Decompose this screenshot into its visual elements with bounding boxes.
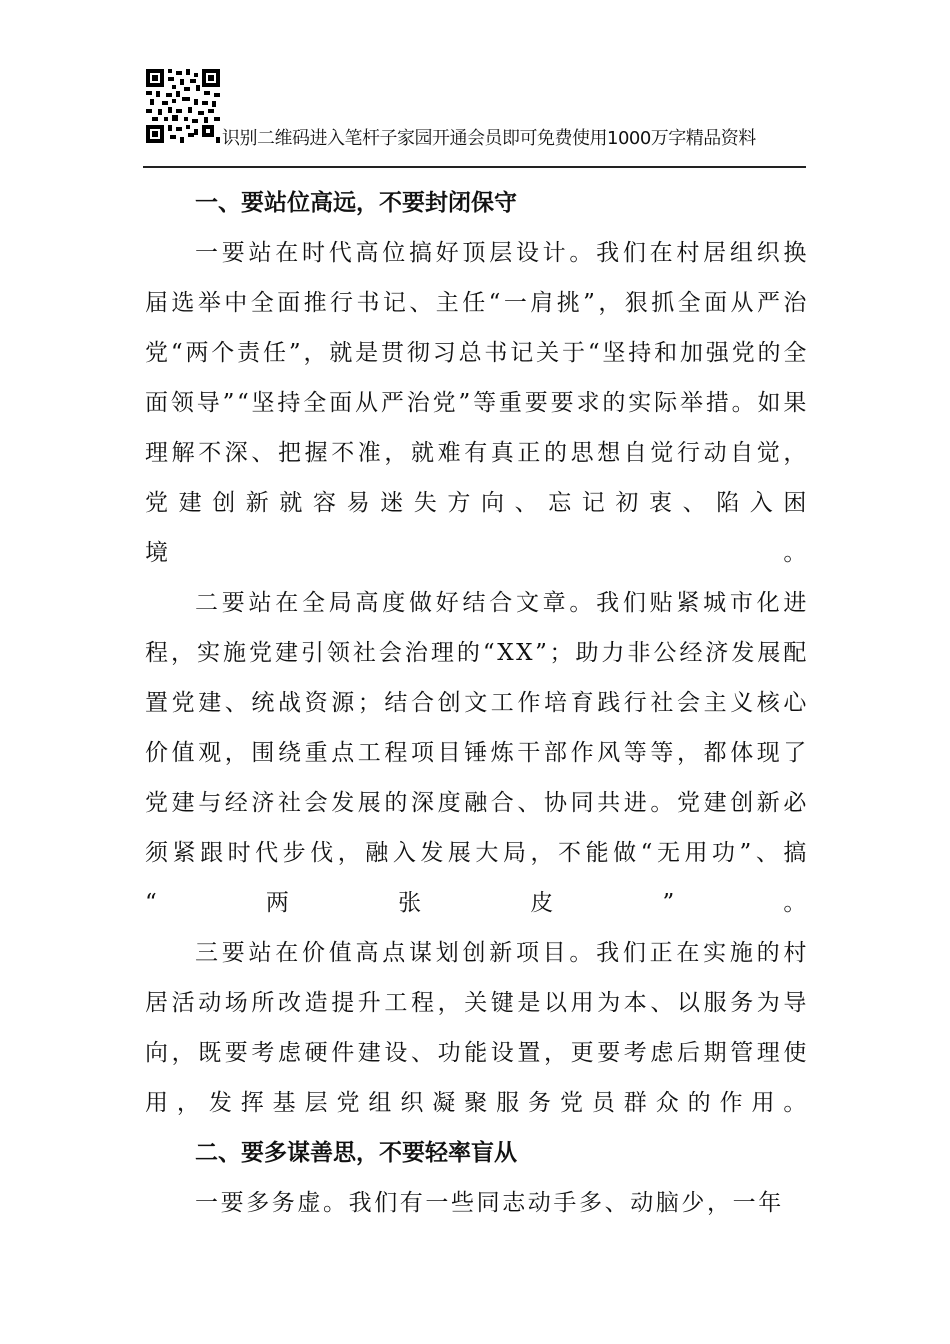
line: 二要站在全局高度做好结合文章。我们贴紧城市化进 [195,590,809,616]
line: 一要站在时代高位搞好顶层设计。我们在村居组织换 [195,240,809,266]
section-heading: 二、要多谋善思，不要轻率盲从 [195,1140,517,1166]
line: 党建与经济社会发展的深度融合、协同共进。党建创新必 [145,790,809,816]
line: 治党“两个责任”，就是贯彻习总书记关于“坚持和加强 [145,290,809,366]
line: 三要站在价值高点谋划创新项目。我们正在实施的村 [195,940,809,966]
line: 举措。如果理解不深、把握不准，就难有真正的思想自觉 [145,390,809,466]
line: 向，既要考虑硬件建设、功能设置，更要考虑后期管理使 [145,1040,809,1066]
line: 党的全面领导”“坚持全面从严治党”等重要要求的实际 [145,340,809,416]
line: 置党建、统战资源；结合创文工作培育践行社会主义核心 [145,690,809,716]
line: 一要多务虚。我们有一些同志动手多、动脑少，一年 [195,1190,784,1216]
paragraph [145,928,809,1128]
paragraph [145,1178,809,1228]
qr-code-icon[interactable] [146,69,220,143]
header-divider [143,166,806,168]
line: 居活动场所改造提升工程，关键是以用为本、以服务为导 [145,990,809,1016]
paragraph [145,578,809,928]
line: 用，发挥基层党组织凝聚服务党员群众的作用。 [145,1090,809,1116]
line: 境。 [145,540,809,566]
line: 程，实施党建引领社会治理的“XX”；助力非公经济发展配 [145,640,809,666]
line: “两张皮”。 [145,890,809,916]
section-heading: 一、要站位高远，不要封闭保守 [195,190,517,216]
document-body [145,178,809,1228]
line: 行动自觉，党建创新就容易迷失方向、忘记初衷、陷入困 [145,440,809,516]
promo-banner: 识别二维码进入笔杆子家园开通会员即可免费使用1000万字精品资料 [222,128,756,149]
line: 须紧跟时代步伐，融入发展大局，不能做“无用功”、搞 [145,840,809,866]
line: 届选举中全面推行书记、主任“一肩挑”，狠抓全面从严 [145,290,784,316]
line: 价值观，围绕重点工程项目锤炼干部作风等等，都体现了 [145,740,809,766]
paragraph [145,228,809,578]
